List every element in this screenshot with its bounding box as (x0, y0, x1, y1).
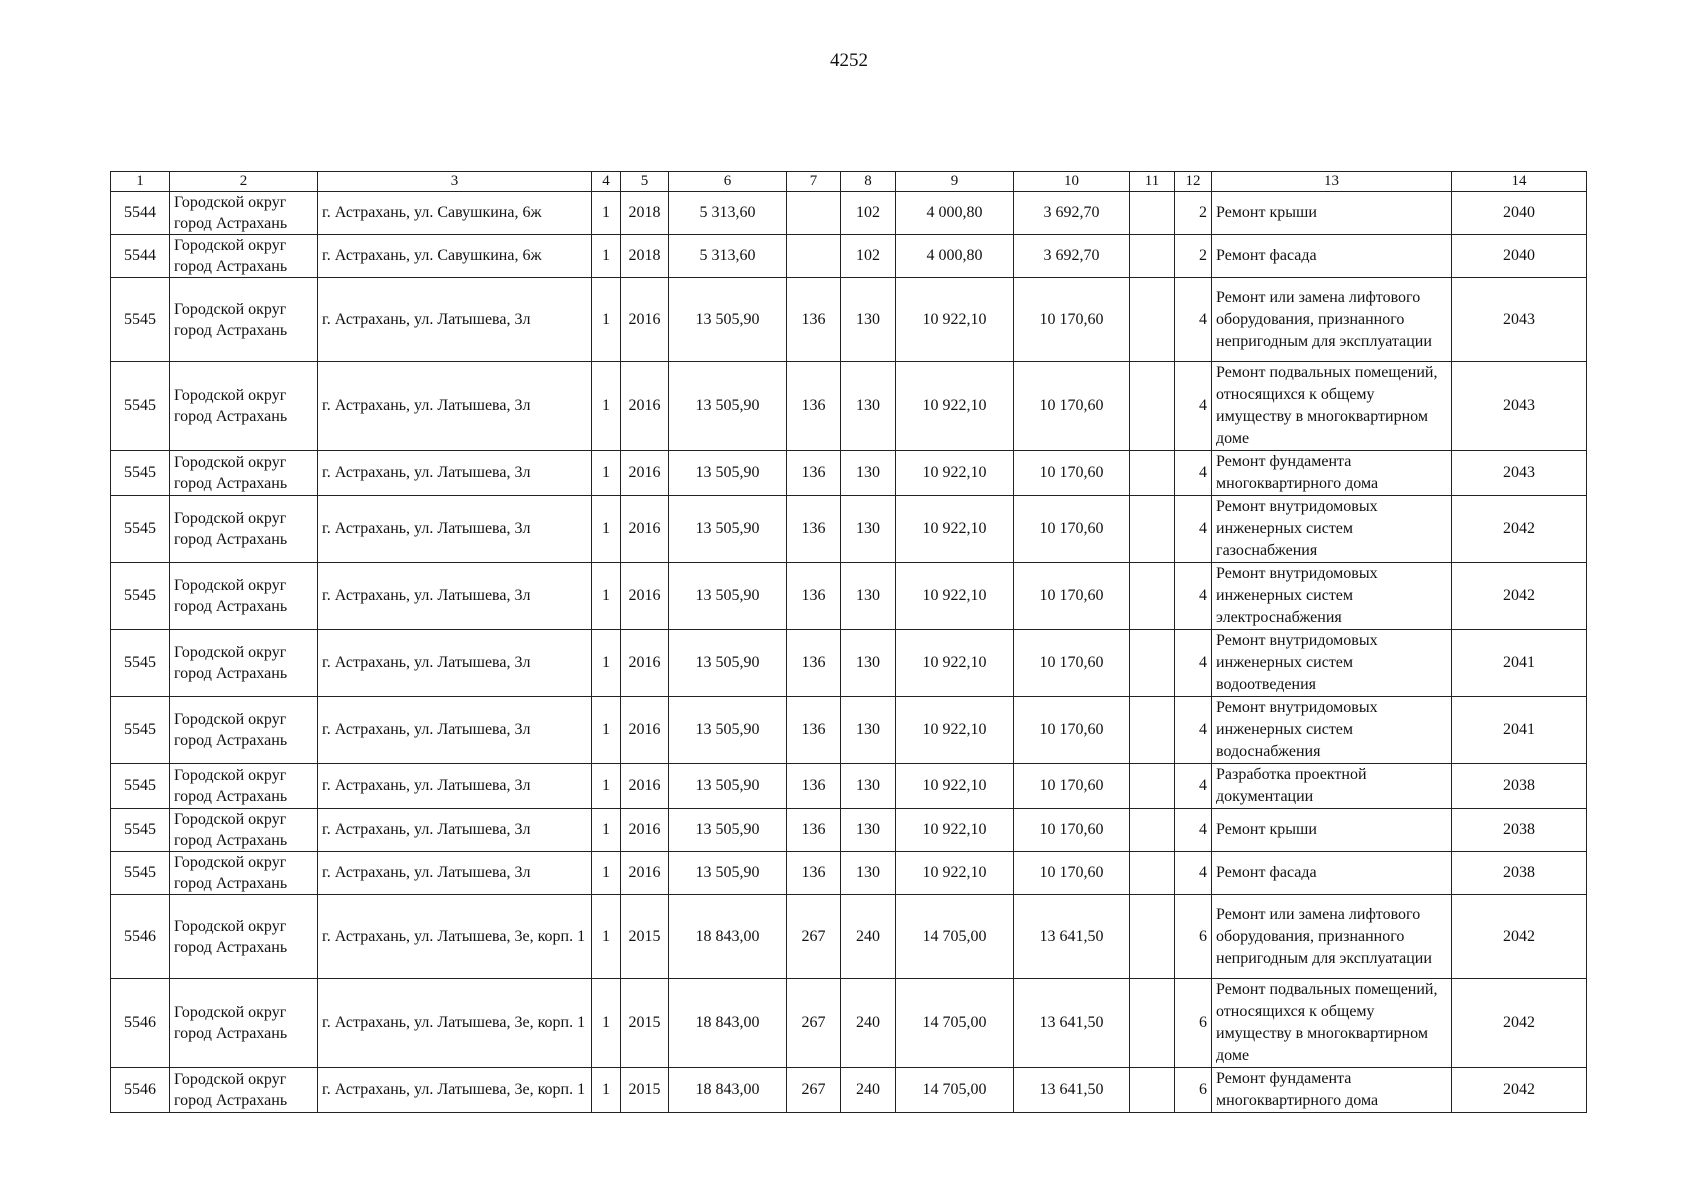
planned-year-cell: 2042 (1452, 563, 1587, 630)
col4-cell: 1 (592, 1068, 621, 1113)
table-row (111, 451, 1587, 496)
col8-cell: 130 (841, 362, 896, 451)
col8-cell: 130 (841, 496, 896, 563)
table-row (111, 895, 1587, 979)
col-header-9: 9 (896, 172, 1014, 192)
col4-cell: 1 (592, 235, 621, 278)
col4-cell: 1 (592, 809, 621, 852)
col7-cell: 136 (787, 764, 841, 809)
house-id-cell: 5544 (111, 192, 170, 235)
house-id-cell: 5545 (111, 451, 170, 496)
col9-cell: 10 922,10 (896, 278, 1014, 362)
municipality-cell: Городской округ город Астрахань (170, 235, 318, 278)
col12-cell: 4 (1175, 563, 1212, 630)
work-type-cell: Ремонт фундамента многоквартирного дома (1212, 1068, 1452, 1113)
address-cell: г. Астрахань, ул. Латышева, 3л (318, 362, 592, 451)
col-header-8: 8 (841, 172, 896, 192)
col4-cell: 1 (592, 764, 621, 809)
year-cell: 2016 (621, 809, 669, 852)
address-cell: г. Астрахань, ул. Савушкина, 6ж (318, 192, 592, 235)
col4-cell: 1 (592, 563, 621, 630)
col6-cell: 5 313,60 (669, 192, 787, 235)
municipality-cell: Городской округ город Астрахань (170, 451, 318, 496)
column-number-row (111, 172, 1587, 192)
address-cell: г. Астрахань, ул. Латышева, 3л (318, 496, 592, 563)
col8-cell: 130 (841, 451, 896, 496)
col9-cell: 10 922,10 (896, 697, 1014, 764)
planned-year-cell: 2041 (1452, 630, 1587, 697)
planned-year-cell: 2041 (1452, 697, 1587, 764)
work-type-cell: Ремонт подвальных помещений, относящихся к общему имуществу в многоквартирном доме (1212, 362, 1452, 451)
address-cell: г. Астрахань, ул. Латышева, 3л (318, 697, 592, 764)
col10-cell: 10 170,60 (1014, 496, 1130, 563)
table-row (111, 192, 1587, 235)
col11-cell (1130, 278, 1175, 362)
col10-cell: 13 641,50 (1014, 1068, 1130, 1113)
col6-cell: 13 505,90 (669, 451, 787, 496)
col12-cell: 6 (1175, 979, 1212, 1068)
col11-cell (1130, 563, 1175, 630)
col11-cell (1130, 451, 1175, 496)
table-row (111, 852, 1587, 895)
municipality-cell: Городской округ город Астрахань (170, 278, 318, 362)
col10-cell: 10 170,60 (1014, 278, 1130, 362)
col10-cell: 3 692,70 (1014, 235, 1130, 278)
col7-cell: 136 (787, 697, 841, 764)
col10-cell: 10 170,60 (1014, 852, 1130, 895)
table-row (111, 809, 1587, 852)
col6-cell: 13 505,90 (669, 362, 787, 451)
col8-cell: 130 (841, 697, 896, 764)
col12-cell: 2 (1175, 235, 1212, 278)
address-cell: г. Астрахань, ул. Латышева, 3л (318, 278, 592, 362)
work-type-cell: Ремонт внутридомовых инженерных систем водоснабжения (1212, 697, 1452, 764)
col11-cell (1130, 630, 1175, 697)
year-cell: 2015 (621, 1068, 669, 1113)
house-id-cell: 5545 (111, 496, 170, 563)
year-cell: 2016 (621, 451, 669, 496)
col6-cell: 5 313,60 (669, 235, 787, 278)
col6-cell: 13 505,90 (669, 630, 787, 697)
col-header-10: 10 (1014, 172, 1130, 192)
col6-cell: 13 505,90 (669, 697, 787, 764)
col7-cell: 267 (787, 979, 841, 1068)
col6-cell: 13 505,90 (669, 764, 787, 809)
col12-cell: 6 (1175, 1068, 1212, 1113)
col-header-6: 6 (669, 172, 787, 192)
municipality-cell: Городской округ город Астрахань (170, 979, 318, 1068)
planned-year-cell: 2040 (1452, 235, 1587, 278)
col9-cell: 10 922,10 (896, 764, 1014, 809)
col7-cell: 136 (787, 362, 841, 451)
address-cell: г. Астрахань, ул. Латышева, 3е, корп. 1 (318, 1068, 592, 1113)
col10-cell: 10 170,60 (1014, 362, 1130, 451)
col4-cell: 1 (592, 192, 621, 235)
col11-cell (1130, 697, 1175, 764)
col7-cell (787, 192, 841, 235)
municipality-cell: Городской округ город Астрахань (170, 1068, 318, 1113)
col6-cell: 13 505,90 (669, 563, 787, 630)
col11-cell (1130, 852, 1175, 895)
col12-cell: 4 (1175, 852, 1212, 895)
col9-cell: 4 000,80 (896, 235, 1014, 278)
col8-cell: 102 (841, 235, 896, 278)
col-header-5: 5 (621, 172, 669, 192)
col6-cell: 13 505,90 (669, 278, 787, 362)
planned-year-cell: 2038 (1452, 764, 1587, 809)
col12-cell: 4 (1175, 496, 1212, 563)
address-cell: г. Астрахань, ул. Савушкина, 6ж (318, 235, 592, 278)
col10-cell: 10 170,60 (1014, 451, 1130, 496)
col7-cell: 136 (787, 496, 841, 563)
col12-cell: 4 (1175, 451, 1212, 496)
address-cell: г. Астрахань, ул. Латышева, 3л (318, 451, 592, 496)
municipality-cell: Городской округ город Астрахань (170, 496, 318, 563)
table-row (111, 697, 1587, 764)
col9-cell: 10 922,10 (896, 809, 1014, 852)
col4-cell: 1 (592, 852, 621, 895)
col7-cell: 136 (787, 630, 841, 697)
col4-cell: 1 (592, 278, 621, 362)
col10-cell: 10 170,60 (1014, 630, 1130, 697)
col10-cell: 13 641,50 (1014, 895, 1130, 979)
work-type-cell: Ремонт фасада (1212, 852, 1452, 895)
house-id-cell: 5546 (111, 895, 170, 979)
work-type-cell: Ремонт фундамента многоквартирного дома (1212, 451, 1452, 496)
table-row (111, 496, 1587, 563)
col8-cell: 130 (841, 852, 896, 895)
municipality-cell: Городской округ город Астрахань (170, 362, 318, 451)
col4-cell: 1 (592, 496, 621, 563)
house-id-cell: 5545 (111, 630, 170, 697)
year-cell: 2018 (621, 235, 669, 278)
address-cell: г. Астрахань, ул. Латышева, 3л (318, 809, 592, 852)
year-cell: 2015 (621, 895, 669, 979)
col6-cell: 13 505,90 (669, 496, 787, 563)
col7-cell (787, 235, 841, 278)
col8-cell: 240 (841, 979, 896, 1068)
col11-cell (1130, 362, 1175, 451)
municipality-cell: Городской округ город Астрахань (170, 192, 318, 235)
work-type-cell: Ремонт крыши (1212, 809, 1452, 852)
col-header-2: 2 (170, 172, 318, 192)
col10-cell: 10 170,60 (1014, 809, 1130, 852)
col-header-11: 11 (1130, 172, 1175, 192)
col10-cell: 10 170,60 (1014, 764, 1130, 809)
address-cell: г. Астрахань, ул. Латышева, 3е, корп. 1 (318, 895, 592, 979)
col4-cell: 1 (592, 979, 621, 1068)
col12-cell: 4 (1175, 697, 1212, 764)
municipality-cell: Городской округ город Астрахань (170, 895, 318, 979)
col6-cell: 18 843,00 (669, 895, 787, 979)
col9-cell: 10 922,10 (896, 362, 1014, 451)
table-row (111, 235, 1587, 278)
planned-year-cell: 2043 (1452, 451, 1587, 496)
planned-year-cell: 2042 (1452, 895, 1587, 979)
capital-repair-table (110, 171, 1587, 1113)
house-id-cell: 5545 (111, 764, 170, 809)
col9-cell: 10 922,10 (896, 852, 1014, 895)
work-type-cell: Ремонт или замена лифтового оборудования, признанного непригодным для эксплуатации (1212, 278, 1452, 362)
col10-cell: 13 641,50 (1014, 979, 1130, 1068)
municipality-cell: Городской округ город Астрахань (170, 764, 318, 809)
year-cell: 2016 (621, 496, 669, 563)
planned-year-cell: 2038 (1452, 852, 1587, 895)
year-cell: 2016 (621, 764, 669, 809)
col7-cell: 136 (787, 451, 841, 496)
col9-cell: 14 705,00 (896, 895, 1014, 979)
year-cell: 2016 (621, 852, 669, 895)
planned-year-cell: 2042 (1452, 1068, 1587, 1113)
col7-cell: 136 (787, 852, 841, 895)
col9-cell: 10 922,10 (896, 630, 1014, 697)
col11-cell (1130, 192, 1175, 235)
work-type-cell: Ремонт внутридомовых инженерных систем электроснабжения (1212, 563, 1452, 630)
col6-cell: 18 843,00 (669, 979, 787, 1068)
col8-cell: 130 (841, 630, 896, 697)
col-header-1: 1 (111, 172, 170, 192)
table-row (111, 1068, 1587, 1113)
table-row (111, 563, 1587, 630)
col11-cell (1130, 1068, 1175, 1113)
planned-year-cell: 2038 (1452, 809, 1587, 852)
col9-cell: 14 705,00 (896, 1068, 1014, 1113)
col8-cell: 130 (841, 764, 896, 809)
col8-cell: 130 (841, 809, 896, 852)
col9-cell: 10 922,10 (896, 451, 1014, 496)
col7-cell: 267 (787, 895, 841, 979)
municipality-cell: Городской округ город Астрахань (170, 697, 318, 764)
col10-cell: 10 170,60 (1014, 697, 1130, 764)
year-cell: 2015 (621, 979, 669, 1068)
col12-cell: 4 (1175, 362, 1212, 451)
col9-cell: 4 000,80 (896, 192, 1014, 235)
house-id-cell: 5545 (111, 809, 170, 852)
table-row (111, 362, 1587, 451)
col4-cell: 1 (592, 362, 621, 451)
planned-year-cell: 2042 (1452, 979, 1587, 1068)
col12-cell: 4 (1175, 278, 1212, 362)
col6-cell: 13 505,90 (669, 809, 787, 852)
page-number: 4252 (830, 50, 868, 71)
col12-cell: 6 (1175, 895, 1212, 979)
col6-cell: 18 843,00 (669, 1068, 787, 1113)
col11-cell (1130, 496, 1175, 563)
col9-cell: 10 922,10 (896, 563, 1014, 630)
work-type-cell: Ремонт внутридомовых инженерных систем газоснабжения (1212, 496, 1452, 563)
address-cell: г. Астрахань, ул. Латышева, 3л (318, 764, 592, 809)
col11-cell (1130, 764, 1175, 809)
work-type-cell: Ремонт подвальных помещений, относящихся к общему имуществу в многоквартирном доме (1212, 979, 1452, 1068)
planned-year-cell: 2043 (1452, 362, 1587, 451)
table-row (111, 764, 1587, 809)
col7-cell: 267 (787, 1068, 841, 1113)
col-header-3: 3 (318, 172, 592, 192)
col-header-7: 7 (787, 172, 841, 192)
house-id-cell: 5545 (111, 278, 170, 362)
house-id-cell: 5546 (111, 979, 170, 1068)
table-row (111, 979, 1587, 1068)
col10-cell: 3 692,70 (1014, 192, 1130, 235)
year-cell: 2016 (621, 278, 669, 362)
col12-cell: 2 (1175, 192, 1212, 235)
col-header-13: 13 (1212, 172, 1452, 192)
house-id-cell: 5546 (111, 1068, 170, 1113)
col11-cell (1130, 809, 1175, 852)
col11-cell (1130, 895, 1175, 979)
municipality-cell: Городской округ город Астрахань (170, 630, 318, 697)
house-id-cell: 5545 (111, 362, 170, 451)
col8-cell: 130 (841, 278, 896, 362)
col4-cell: 1 (592, 895, 621, 979)
col10-cell: 10 170,60 (1014, 563, 1130, 630)
col-header-12: 12 (1175, 172, 1212, 192)
work-type-cell: Разработка проектной документации (1212, 764, 1452, 809)
planned-year-cell: 2043 (1452, 278, 1587, 362)
work-type-cell: Ремонт фасада (1212, 235, 1452, 278)
address-cell: г. Астрахань, ул. Латышева, 3л (318, 563, 592, 630)
col8-cell: 130 (841, 563, 896, 630)
house-id-cell: 5545 (111, 563, 170, 630)
house-id-cell: 5545 (111, 852, 170, 895)
col11-cell (1130, 235, 1175, 278)
col4-cell: 1 (592, 451, 621, 496)
col7-cell: 136 (787, 278, 841, 362)
address-cell: г. Астрахань, ул. Латышева, 3л (318, 852, 592, 895)
col9-cell: 10 922,10 (896, 496, 1014, 563)
col6-cell: 13 505,90 (669, 852, 787, 895)
col11-cell (1130, 979, 1175, 1068)
address-cell: г. Астрахань, ул. Латышева, 3л (318, 630, 592, 697)
col7-cell: 136 (787, 563, 841, 630)
year-cell: 2016 (621, 563, 669, 630)
col8-cell: 240 (841, 895, 896, 979)
year-cell: 2016 (621, 697, 669, 764)
col8-cell: 102 (841, 192, 896, 235)
work-type-cell: Ремонт крыши (1212, 192, 1452, 235)
municipality-cell: Городской округ город Астрахань (170, 563, 318, 630)
planned-year-cell: 2040 (1452, 192, 1587, 235)
col12-cell: 4 (1175, 809, 1212, 852)
work-type-cell: Ремонт или замена лифтового оборудования, признанного непригодным для эксплуатации (1212, 895, 1452, 979)
municipality-cell: Городской округ город Астрахань (170, 809, 318, 852)
year-cell: 2016 (621, 630, 669, 697)
table-row (111, 630, 1587, 697)
col8-cell: 240 (841, 1068, 896, 1113)
year-cell: 2016 (621, 362, 669, 451)
col4-cell: 1 (592, 697, 621, 764)
planned-year-cell: 2042 (1452, 496, 1587, 563)
col4-cell: 1 (592, 630, 621, 697)
municipality-cell: Городской округ город Астрахань (170, 852, 318, 895)
col12-cell: 4 (1175, 630, 1212, 697)
table-row (111, 278, 1587, 362)
col-header-4: 4 (592, 172, 621, 192)
year-cell: 2018 (621, 192, 669, 235)
house-id-cell: 5545 (111, 697, 170, 764)
work-type-cell: Ремонт внутридомовых инженерных систем водоотведения (1212, 630, 1452, 697)
col-header-14: 14 (1452, 172, 1587, 192)
address-cell: г. Астрахань, ул. Латышева, 3е, корп. 1 (318, 979, 592, 1068)
col12-cell: 4 (1175, 764, 1212, 809)
col7-cell: 136 (787, 809, 841, 852)
house-id-cell: 5544 (111, 235, 170, 278)
col9-cell: 14 705,00 (896, 979, 1014, 1068)
